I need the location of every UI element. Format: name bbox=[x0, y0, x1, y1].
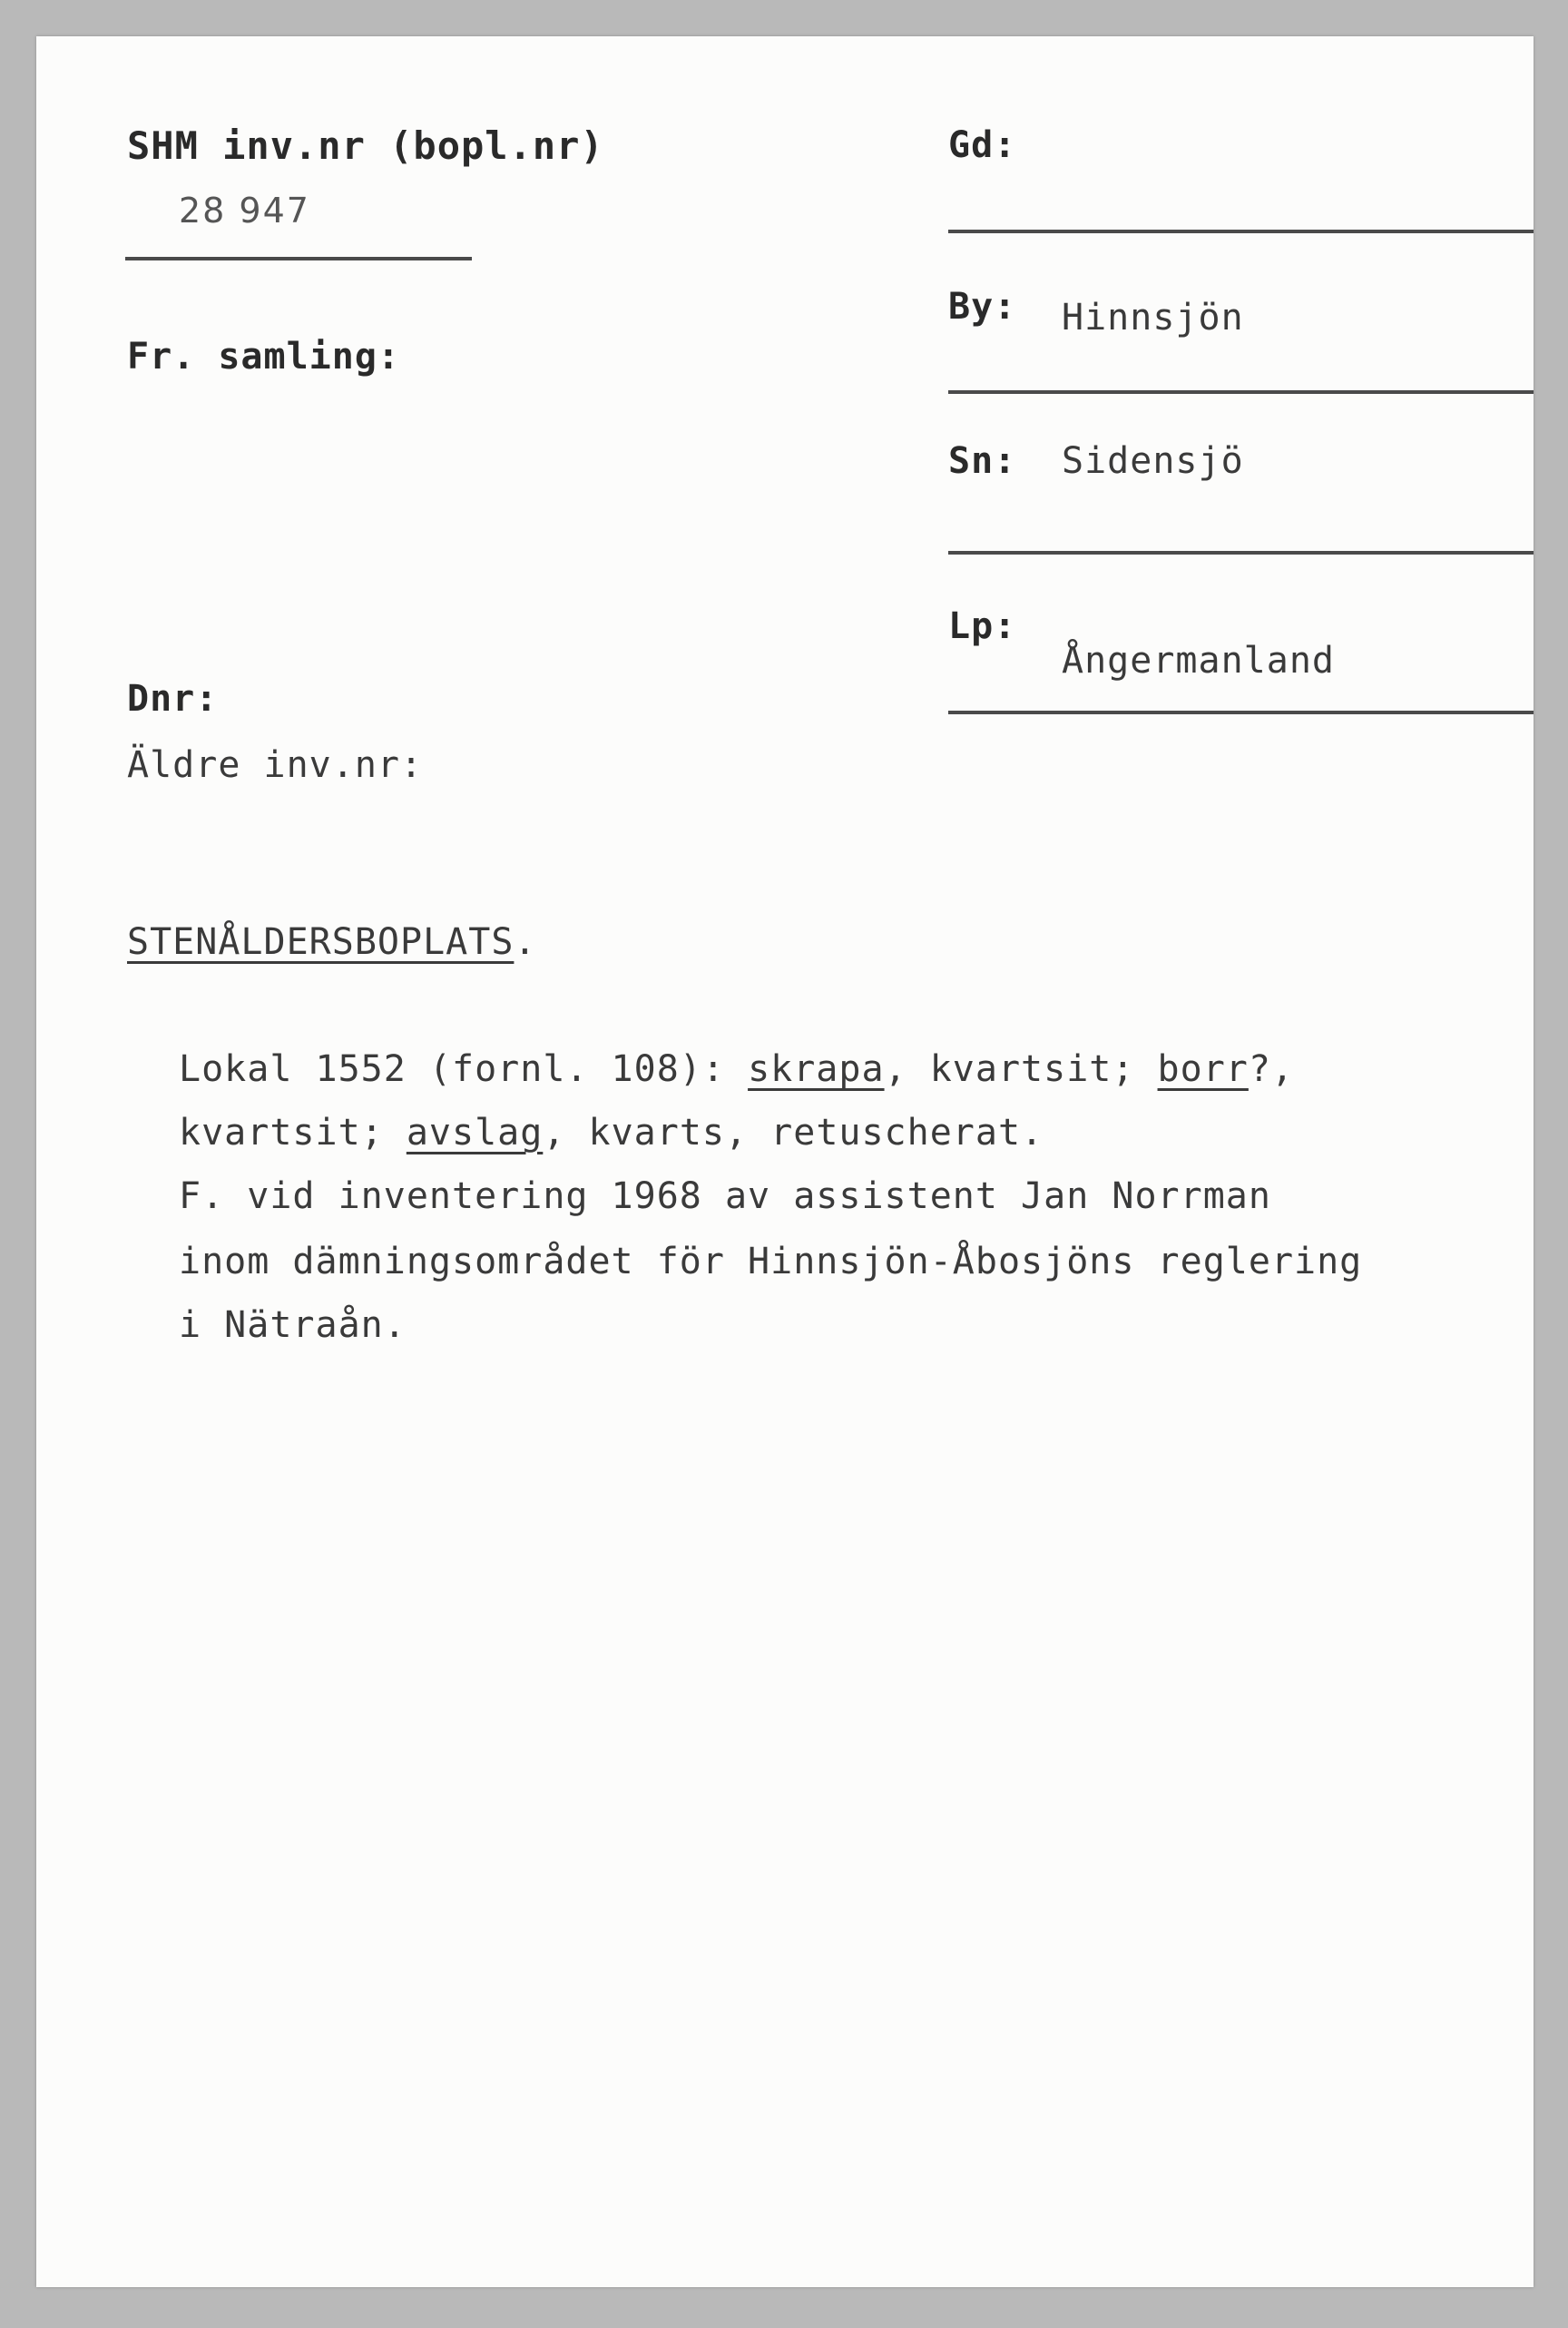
body-line-1-mid: , kvartsit; bbox=[884, 1048, 1158, 1090]
lp-rule bbox=[948, 711, 1534, 714]
body-line-1 bbox=[179, 1048, 1295, 1090]
body-line-5: i Nätraån. bbox=[179, 1304, 407, 1346]
section-title-suffix: . bbox=[514, 921, 537, 963]
inventory-number: 28 947 bbox=[179, 191, 310, 231]
body-line-1-suffix: ?, bbox=[1248, 1048, 1295, 1090]
lp-value: Ångermanland bbox=[1062, 640, 1335, 682]
lp-label: Lp: bbox=[948, 605, 1017, 647]
body-line-2-suffix: , kvarts, retuscherat. bbox=[543, 1112, 1044, 1154]
body-line-4: inom dämningsområdet för Hinnsjön-Åbosjöns reglering bbox=[179, 1241, 1363, 1282]
catalog-card bbox=[36, 36, 1534, 2287]
inventory-label: SHM inv.nr (bopl.nr) bbox=[127, 123, 604, 168]
underlined-word-skrapa: skrapa bbox=[748, 1048, 885, 1090]
aldre-inv-label: Äldre inv.nr: bbox=[127, 744, 424, 786]
by-rule bbox=[948, 390, 1534, 394]
by-value: Hinnsjön bbox=[1062, 297, 1244, 339]
body-line-3: F. vid inventering 1968 av assistent Jan Norrman bbox=[179, 1175, 1271, 1217]
sn-value: Sidensjö bbox=[1062, 440, 1244, 482]
section-title-text: STENÅLDERSBOPLATS bbox=[127, 921, 514, 963]
by-label: By: bbox=[948, 286, 1017, 328]
fr-samling-label: Fr. samling: bbox=[127, 336, 400, 378]
section-title bbox=[127, 921, 537, 963]
dnr-label: Dnr: bbox=[127, 678, 219, 720]
gd-rule bbox=[948, 230, 1534, 233]
body-line-1-prefix: Lokal 1552 (fornl. 108): bbox=[179, 1048, 749, 1090]
underlined-word-borr: borr bbox=[1157, 1048, 1249, 1090]
body-line-2 bbox=[179, 1112, 1044, 1154]
body-line-2-prefix: kvartsit; bbox=[179, 1112, 407, 1154]
gd-label: Gd: bbox=[948, 124, 1017, 166]
underlined-word-avslag: avslag bbox=[406, 1112, 544, 1154]
sn-label: Sn: bbox=[948, 440, 1017, 482]
inventory-rule bbox=[125, 257, 472, 260]
sn-rule bbox=[948, 551, 1534, 555]
